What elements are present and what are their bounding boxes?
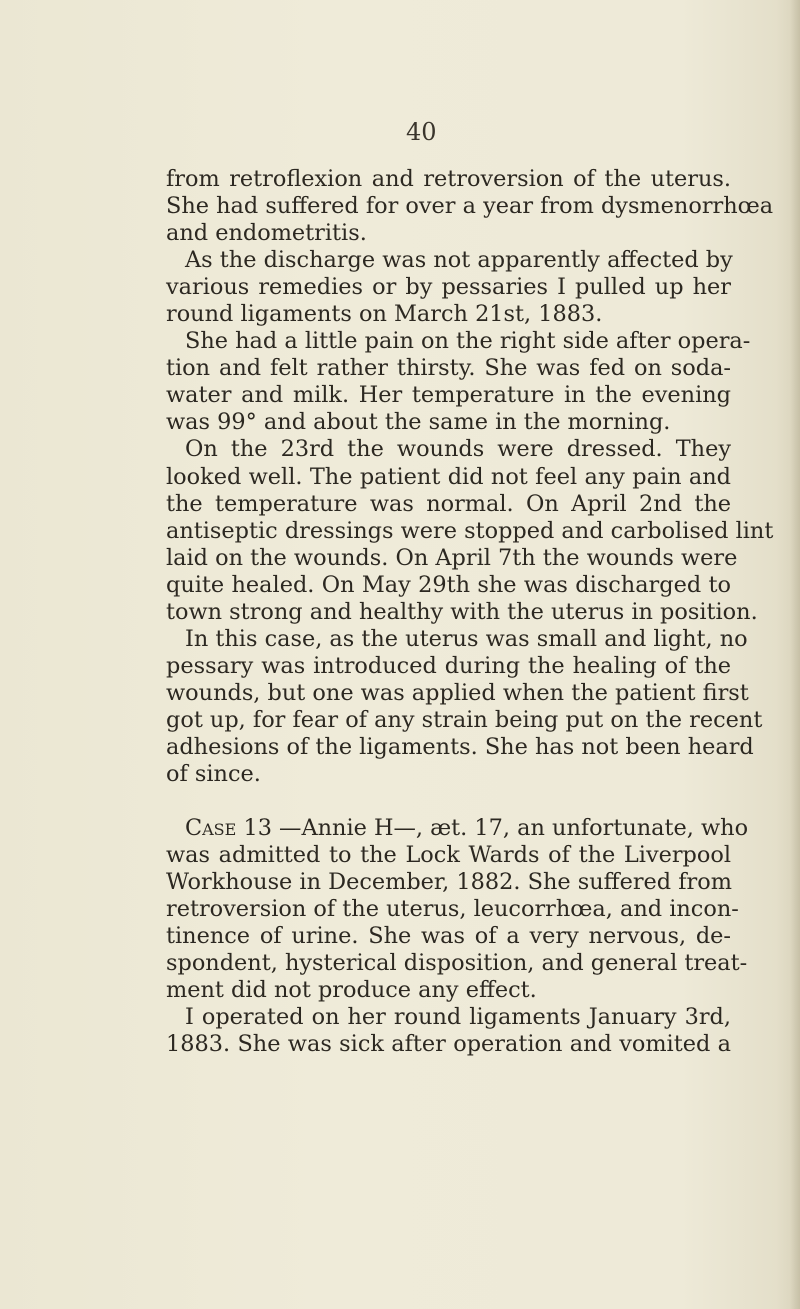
- text-line: She had a little pain on the right side after opera-: [185, 328, 751, 355]
- case-section: [166, 815, 749, 1058]
- text-line: was 99° and about the same in the morning.: [166, 409, 671, 436]
- text-line: round ligaments on March 21st, 1883.: [166, 301, 603, 328]
- main-paragraphs: [166, 166, 774, 788]
- text-line: tinence of urine. She was of a very nervous, de-: [166, 923, 731, 950]
- text-line: 1883. She was sick after operation and vomited a: [166, 1031, 731, 1058]
- text-line: adhesions of the ligaments. She has not been heard: [166, 733, 754, 760]
- page-edge-shadow: [790, 0, 800, 1309]
- text-line: tion and felt rather thirsty. She was fed on soda-: [166, 355, 731, 382]
- text-line: spondent, hysterical disposition, and general treat-: [166, 950, 748, 977]
- text-line: from retroflexion and retroversion of the uterus.: [166, 166, 731, 192]
- text-line: was admitted to the Lock Wards of the Liverpool: [166, 842, 731, 869]
- text-line: of since.: [166, 761, 261, 788]
- body-text: [166, 166, 774, 1059]
- text-line: town strong and healthy with the uterus in position.: [166, 598, 758, 625]
- text-line: got up, for fear of any strain being put on the recent: [166, 706, 763, 733]
- page-number: 40: [406, 118, 437, 146]
- text-line: On the 23rd the wounds were dressed. They: [185, 436, 731, 463]
- text-line: quite healed. On May 29th she was discharged to: [166, 571, 731, 598]
- case-heading: Case 13: [185, 815, 272, 842]
- text-line: various remedies or by pessaries I pulled up her: [166, 274, 731, 301]
- text-line: She had suffered for over a year from dysmenorrhœa: [166, 193, 774, 220]
- text-line: Workhouse in December, 1882. She suffered from: [166, 869, 732, 896]
- section-gap: [166, 788, 731, 815]
- text-line: antiseptic dressings were stopped and carbolised lint: [166, 517, 774, 544]
- text-line: ment did not produce any effect.: [166, 977, 537, 1004]
- text-line: pessary was introduced during the healing of the: [166, 652, 731, 679]
- text-line: the temperature was normal. On April 2nd the: [166, 490, 731, 517]
- text-line: retroversion of the uterus, leucorrhœa, and incon-: [166, 896, 739, 923]
- case-intro-text: —Annie H—, æt. 17, an unfortunate, who: [271, 815, 749, 842]
- text-line: water and milk. Her temperature in the evening: [166, 382, 731, 409]
- text-line: laid on the wounds. On April 7th the wounds were: [166, 544, 738, 571]
- text-line: As the discharge was not apparently affected by: [185, 247, 733, 274]
- text-line: [166, 815, 749, 842]
- text-line: and endometritis.: [166, 220, 367, 247]
- text-line: looked well. The patient did not feel any pain and: [166, 463, 731, 490]
- text-line: I operated on her round ligaments January 3rd,: [185, 1004, 731, 1031]
- text-line: In this case, as the uterus was small and light, no: [185, 625, 748, 652]
- text-line: wounds, but one was applied when the patient first: [166, 679, 749, 706]
